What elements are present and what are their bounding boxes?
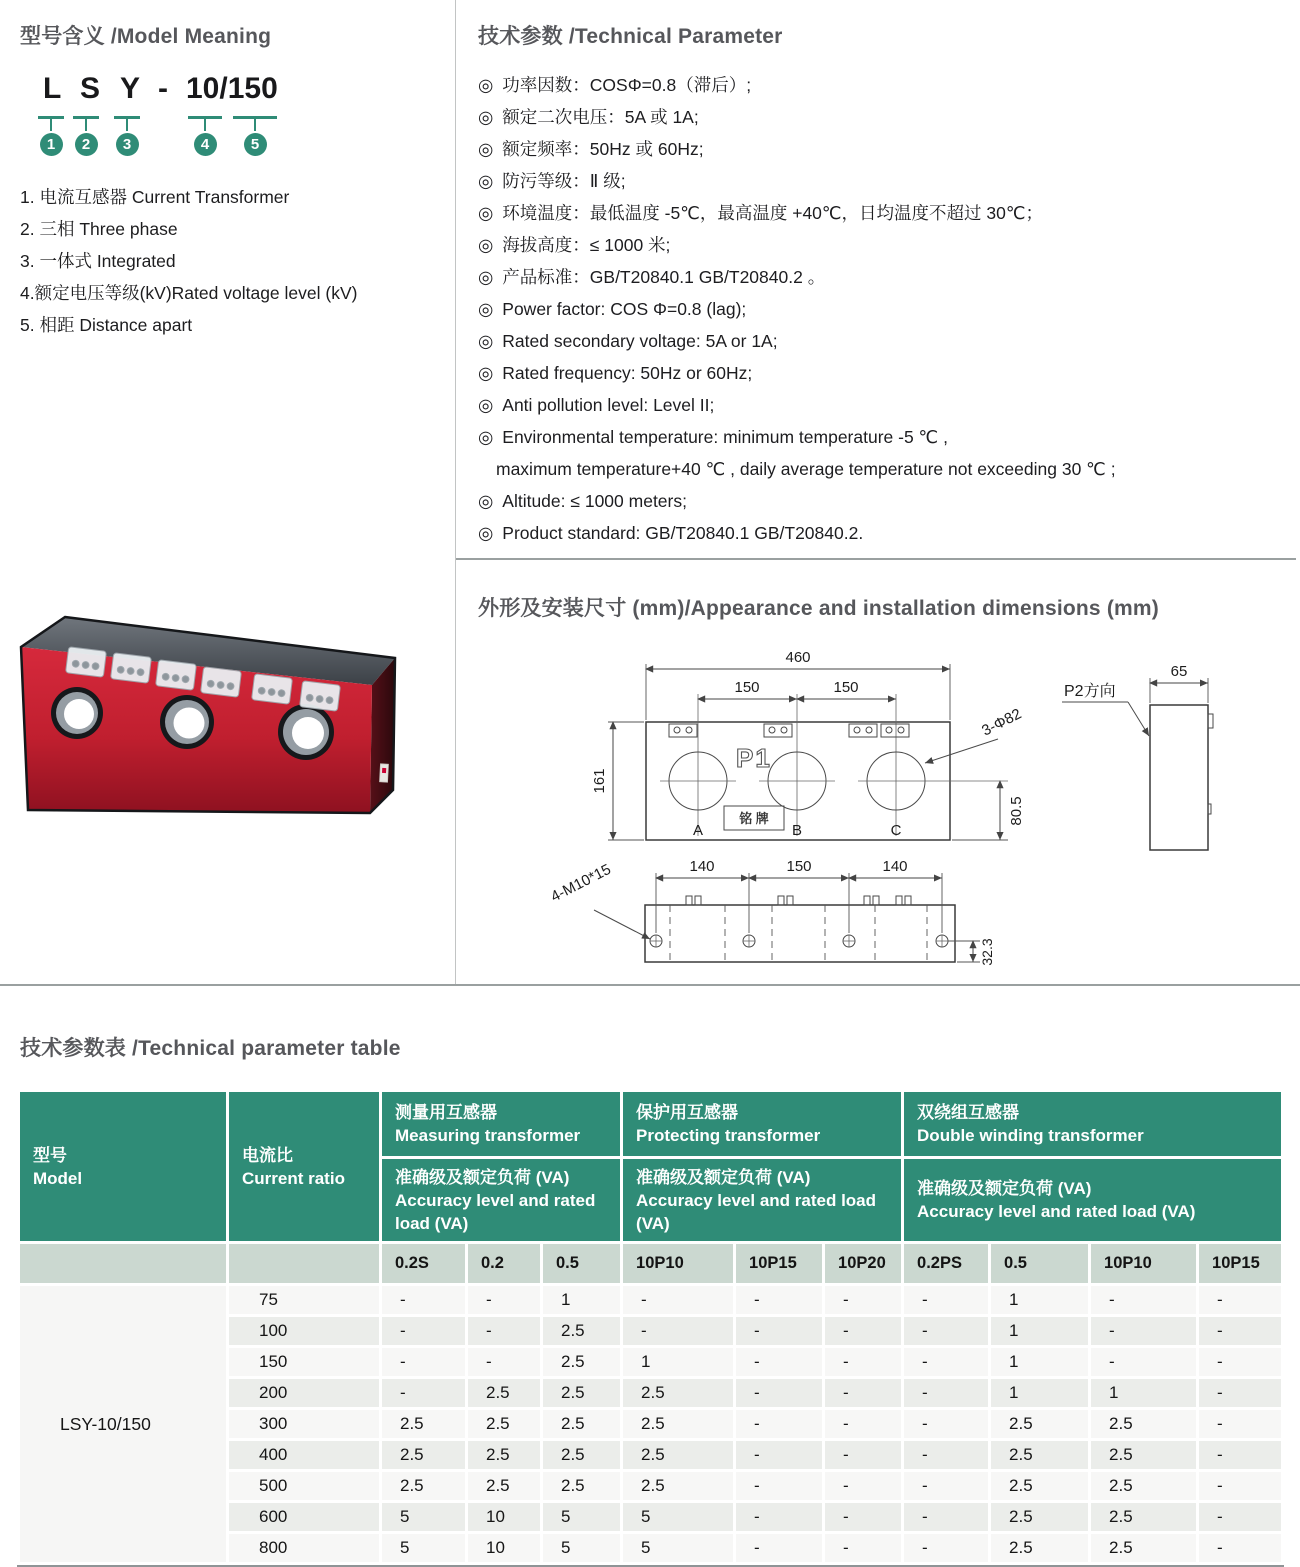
group-protecting: 保护用互感器 Protecting transformer	[623, 1092, 901, 1156]
value-cell: -	[736, 1534, 822, 1562]
value-cell: -	[382, 1348, 465, 1376]
group-double-winding: 双绕组互感器 Double winding transformer	[904, 1092, 1281, 1156]
dim-bottom-1: 140	[689, 858, 715, 875]
number-badge: 2	[75, 133, 98, 156]
subheader-col: 10P15	[736, 1244, 822, 1283]
code-mark	[114, 116, 140, 156]
bullet-icon: ◎	[478, 523, 494, 543]
value-cell: 5	[382, 1534, 465, 1562]
value-cell: -	[825, 1472, 901, 1500]
phase-hole	[160, 695, 214, 749]
value-cell: 5	[543, 1503, 620, 1531]
value-cell: 2.5	[991, 1534, 1088, 1562]
value-cell: 2.5	[623, 1379, 733, 1407]
list-item: 1. 电流互感器 Current Transformer	[20, 187, 290, 207]
value-cell: -	[904, 1410, 988, 1438]
parameter-line: ◎ 环境温度：最低温度 -5℃，最高温度 +40℃，日均温度不超过 30℃；	[478, 203, 1044, 223]
subheader-col: 0.5	[991, 1244, 1088, 1283]
parameter-line: ◎ Power factor: COS Φ=0.8 (lag);	[478, 299, 747, 319]
model-meaning-title: 型号含义 /Model Meaning	[20, 25, 272, 48]
current-ratio-cell: 75	[229, 1286, 379, 1314]
parameter-line: ◎ Rated frequency: 50Hz or 60Hz;	[478, 363, 753, 383]
bullet-icon: ◎	[478, 395, 494, 415]
value-cell: -	[736, 1286, 822, 1314]
front-view-drawing	[591, 649, 1025, 840]
value-cell: -	[825, 1286, 901, 1314]
table-title: 技术参数表 /Technical parameter table	[20, 1037, 401, 1060]
header-current-ratio: 电流比 Current ratio	[229, 1092, 379, 1241]
value-cell: 1	[543, 1286, 620, 1314]
value-cell: -	[623, 1317, 733, 1345]
dim-bottom-3: 140	[882, 858, 908, 875]
value-cell: 2.5	[543, 1441, 620, 1469]
model-code-block	[20, 72, 440, 167]
group-measuring: 测量用互感器 Measuring transformer	[382, 1092, 620, 1156]
subheader-col: 0.2	[468, 1244, 540, 1283]
bullet-icon: ◎	[478, 363, 494, 383]
value-cell: -	[382, 1317, 465, 1345]
value-cell: -	[468, 1286, 540, 1314]
dim-hole-offset: 32.3	[979, 938, 995, 966]
value-cell: -	[904, 1317, 988, 1345]
value-cell: 2.5	[382, 1410, 465, 1438]
value-cell: -	[623, 1286, 733, 1314]
value-cell: -	[825, 1348, 901, 1376]
value-cell: -	[904, 1534, 988, 1562]
side-view-drawing	[1062, 663, 1213, 850]
parameter-line: ◎ Anti pollution level: Level II;	[478, 395, 715, 415]
value-cell: 2.5	[382, 1472, 465, 1500]
value-cell: 2.5	[991, 1441, 1088, 1469]
parameter-line: ◎ 额定频率：50Hz 或 60Hz;	[478, 139, 704, 159]
code-mark	[233, 116, 277, 156]
value-cell: 2.5	[543, 1317, 620, 1345]
model-code-part: -	[158, 72, 168, 105]
value-cell: 2.5	[623, 1410, 733, 1438]
technical-parameter-list	[478, 69, 1293, 549]
value-cell: -	[904, 1286, 988, 1314]
dim-bottom-2: 150	[786, 858, 812, 875]
bullet-icon: ◎	[478, 267, 494, 287]
product-photo	[14, 612, 434, 912]
subheader-col: 10P20	[825, 1244, 901, 1283]
model-code-part: L	[43, 72, 62, 105]
value-cell: -	[1199, 1379, 1281, 1407]
value-cell: -	[1199, 1410, 1281, 1438]
code-mark	[188, 116, 222, 156]
value-cell: -	[736, 1410, 822, 1438]
value-cell: -	[825, 1503, 901, 1531]
value-cell: -	[736, 1317, 822, 1345]
value-cell: 2.5	[468, 1379, 540, 1407]
value-cell: -	[1199, 1286, 1281, 1314]
value-cell: -	[1199, 1472, 1281, 1500]
bullet-icon: ◎	[478, 299, 494, 319]
parameter-line: ◎ 额定二次电压：5A 或 1A;	[478, 107, 699, 127]
value-cell: -	[736, 1503, 822, 1531]
accuracy-double-winding: 准确级及额定负荷 (VA) Accuracy level and rated load (VA)	[904, 1159, 1281, 1241]
current-ratio-cell: 400	[229, 1441, 379, 1469]
value-cell: -	[904, 1379, 988, 1407]
value-cell: 2.5	[991, 1410, 1088, 1438]
value-cell: 1	[991, 1348, 1088, 1376]
value-cell: 2.5	[1091, 1410, 1196, 1438]
value-cell: 10	[468, 1534, 540, 1562]
list-item: 4.额定电压等级(kV)Rated voltage level (kV)	[20, 283, 358, 303]
subheader-col: 0.2PS	[904, 1244, 988, 1283]
value-cell: 1	[1091, 1379, 1196, 1407]
parameter-line: ◎ Product standard: GB/T20840.1 GB/T20840.2.	[478, 523, 864, 543]
value-cell: 2.5	[468, 1472, 540, 1500]
bullet-icon: ◎	[478, 331, 494, 351]
value-cell: -	[1091, 1348, 1196, 1376]
bullet-icon: ◎	[478, 139, 494, 159]
subheader-col: 0.2S	[382, 1244, 465, 1283]
value-cell: -	[736, 1379, 822, 1407]
code-mark	[38, 116, 64, 156]
subheader-col: 10P15	[1199, 1244, 1281, 1283]
phase-b-label: B	[791, 822, 803, 839]
bullet-icon: ◎	[478, 235, 494, 255]
value-cell: 2.5	[468, 1441, 540, 1469]
value-cell: 2.5	[991, 1472, 1088, 1500]
value-cell: -	[825, 1441, 901, 1469]
number-badge: 3	[116, 133, 139, 156]
code-mark	[73, 116, 99, 156]
p1-label: P1	[736, 743, 772, 773]
value-cell: 2.5	[991, 1503, 1088, 1531]
value-cell: -	[825, 1410, 901, 1438]
value-cell: 10	[468, 1503, 540, 1531]
dim-pitch-right: 150	[833, 679, 859, 696]
value-cell: -	[468, 1348, 540, 1376]
current-ratio-cell: 500	[229, 1472, 379, 1500]
value-cell: -	[736, 1441, 822, 1469]
section-divider	[456, 558, 1296, 560]
value-cell: -	[825, 1534, 901, 1562]
value-cell: 1	[623, 1348, 733, 1376]
bullet-icon: ◎	[478, 491, 494, 511]
current-ratio-cell: 300	[229, 1410, 379, 1438]
subheader-empty	[20, 1244, 226, 1283]
value-cell: -	[904, 1472, 988, 1500]
header-model: 型号 Model	[20, 1092, 226, 1241]
number-badge: 5	[244, 133, 267, 156]
section-divider	[0, 984, 1300, 986]
value-cell: 1	[991, 1317, 1088, 1345]
accuracy-measuring: 准确级及额定负荷 (VA) Accuracy level and rated load (VA)	[382, 1159, 620, 1241]
list-item: 2. 三相 Three phase	[20, 219, 178, 239]
side-label-sticker	[380, 764, 389, 782]
value-cell: -	[825, 1317, 901, 1345]
phase-hole	[51, 687, 103, 739]
current-ratio-cell: 800	[229, 1534, 379, 1562]
model-meaning-list	[20, 181, 450, 341]
list-item: 5. 相距 Distance apart	[20, 315, 193, 335]
value-cell: 2.5	[1091, 1503, 1196, 1531]
model-code-part: 10/150	[186, 72, 278, 105]
value-cell: -	[1199, 1317, 1281, 1345]
value-cell: 2.5	[1091, 1441, 1196, 1469]
value-cell: 2.5	[1091, 1534, 1196, 1562]
value-cell: -	[1199, 1348, 1281, 1376]
number-badge: 1	[40, 133, 63, 156]
bottom-view-drawing	[548, 858, 995, 966]
value-cell: -	[904, 1503, 988, 1531]
value-cell: 1	[991, 1286, 1088, 1314]
parameter-line: ◎ 功率因数：COSΦ=0.8（滞后）;	[478, 75, 752, 95]
value-cell: 1	[991, 1379, 1088, 1407]
terminal-marks	[669, 724, 909, 737]
parameter-line: ◎ 防污等级：Ⅱ 级;	[478, 171, 626, 191]
bullet-icon: ◎	[478, 427, 494, 447]
table-row	[20, 1286, 1281, 1314]
value-cell: 2.5	[623, 1441, 733, 1469]
value-cell: 5	[623, 1534, 733, 1562]
vertical-divider	[455, 0, 456, 985]
value-cell: 2.5	[468, 1410, 540, 1438]
value-cell: -	[736, 1348, 822, 1376]
value-cell: 5	[382, 1503, 465, 1531]
dim-pitch-left: 150	[734, 679, 760, 696]
dim-thread-note: 4-M10*15	[548, 860, 614, 906]
bullet-icon: ◎	[478, 203, 494, 223]
value-cell: 2.5	[1091, 1472, 1196, 1500]
parameter-line: ◎ 海拔高度：≤ 1000 米;	[478, 235, 671, 255]
value-cell: -	[1091, 1286, 1196, 1314]
value-cell: 2.5	[543, 1472, 620, 1500]
parameter-line: ◎ Environmental temperature: minimum temperature -5 ℃ ,	[478, 427, 948, 447]
technical-parameter-title: 技术参数 /Technical Parameter	[478, 25, 783, 48]
value-cell: -	[904, 1348, 988, 1376]
current-ratio-cell: 600	[229, 1503, 379, 1531]
parameter-line: maximum temperature+40 ℃ , daily average temperature not exceeding 30 ℃ ;	[496, 459, 1116, 479]
phase-c-label: C	[890, 822, 902, 839]
value-cell: -	[1199, 1441, 1281, 1469]
model-cell: LSY-10/150	[20, 1286, 226, 1562]
dim-holes-note: 3-Φ82	[979, 705, 1025, 740]
bullet-icon: ◎	[478, 75, 494, 95]
bullet-icon: ◎	[478, 107, 494, 127]
subheader-col: 0.5	[543, 1244, 620, 1283]
value-cell: -	[904, 1441, 988, 1469]
value-cell: -	[382, 1379, 465, 1407]
value-cell: 2.5	[623, 1472, 733, 1500]
current-ratio-cell: 200	[229, 1379, 379, 1407]
value-cell: -	[825, 1379, 901, 1407]
value-cell: 2.5	[543, 1410, 620, 1438]
terminal-marks	[686, 896, 911, 905]
dim-height: 161	[591, 768, 608, 794]
dimensions-title: 外形及安装尺寸 (mm)/Appearance and installation dimensions (mm)	[478, 597, 1159, 620]
value-cell: 5	[543, 1534, 620, 1562]
p2-direction-label: P2方向	[1064, 683, 1116, 700]
subheader-empty	[229, 1244, 379, 1283]
number-badge: 4	[194, 133, 217, 156]
parameter-line: ◎ Rated secondary voltage: 5A or 1A;	[478, 331, 778, 351]
value-cell: 2.5	[543, 1348, 620, 1376]
value-cell: -	[1091, 1317, 1196, 1345]
value-cell: -	[382, 1286, 465, 1314]
model-code-part: S	[80, 72, 101, 105]
parameter-line: ◎ 产品标准：GB/T20840.1 GB/T20840.2 。	[478, 267, 826, 287]
value-cell: -	[736, 1472, 822, 1500]
value-cell: -	[1199, 1534, 1281, 1562]
accuracy-protecting: 准确级及额定负荷 (VA) Accuracy level and rated load (VA)	[623, 1159, 901, 1241]
current-ratio-cell: 100	[229, 1317, 379, 1345]
phase-hole	[278, 704, 334, 760]
value-cell: 2.5	[382, 1441, 465, 1469]
bullet-icon: ◎	[478, 171, 494, 191]
parameter-line: ◎ Altitude: ≤ 1000 meters;	[478, 491, 687, 511]
value-cell: -	[1199, 1503, 1281, 1531]
phase-a-label: A	[692, 822, 704, 839]
technical-parameter-table	[17, 1089, 1284, 1567]
dim-depth: 65	[1170, 663, 1188, 680]
value-cell: 2.5	[543, 1379, 620, 1407]
subheader-col: 10P10	[1091, 1244, 1196, 1283]
dim-bottom-offset: 80.5	[1008, 796, 1025, 826]
dimension-drawing	[478, 636, 1298, 984]
value-cell: 5	[623, 1503, 733, 1531]
subheader-col: 10P10	[623, 1244, 733, 1283]
model-code-part: Y	[120, 72, 141, 105]
current-ratio-cell: 150	[229, 1348, 379, 1376]
dim-total-width: 460	[785, 649, 811, 666]
value-cell: -	[468, 1317, 540, 1345]
list-item: 3. 一体式 Integrated	[20, 251, 176, 271]
nameplate-label: 铭 牌	[739, 811, 769, 826]
